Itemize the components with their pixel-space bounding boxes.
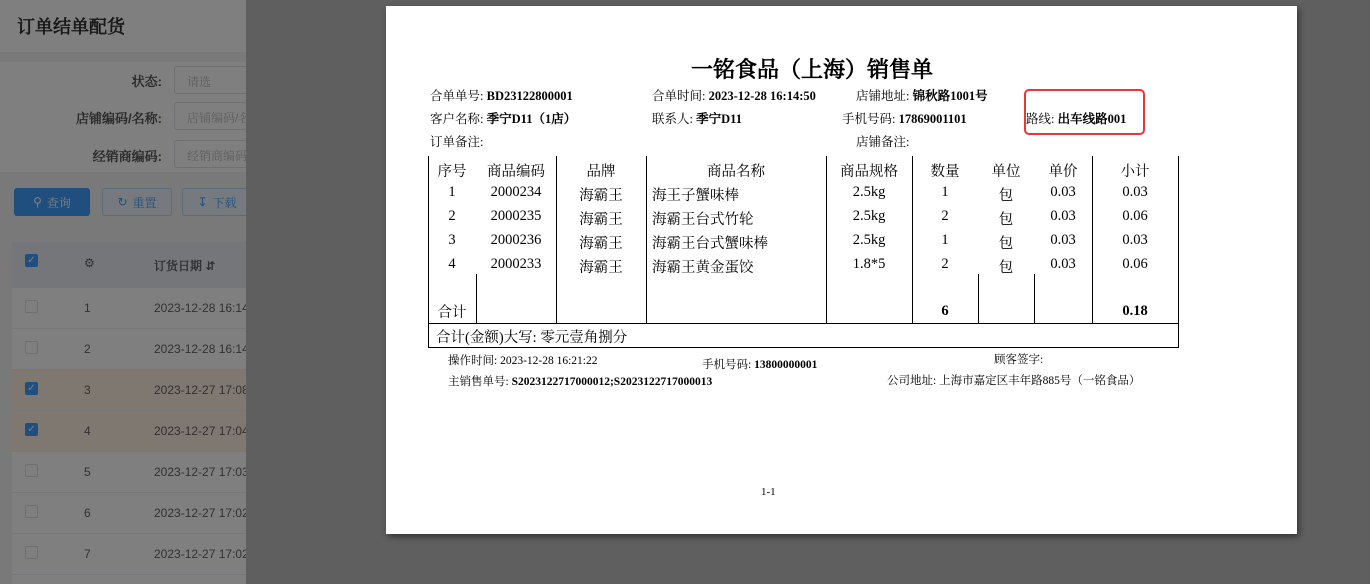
print-page xyxy=(386,6,1297,534)
cell-spec: 2.5kg xyxy=(852,232,886,248)
route-highlight-box xyxy=(1024,89,1145,135)
table-hline xyxy=(428,347,1179,348)
cell-brand: 海霸王 xyxy=(579,212,623,228)
table-vline xyxy=(556,274,557,324)
table-vline xyxy=(646,274,647,324)
table-vline xyxy=(826,274,827,324)
cell-no: 4 xyxy=(448,256,456,272)
cell-brand: 海霸王 xyxy=(579,188,623,204)
table-vline xyxy=(1034,274,1035,324)
column-header: 小计 xyxy=(1120,164,1150,180)
cell-price: 0.03 xyxy=(1050,232,1076,248)
page-number: 1-1 xyxy=(761,486,776,498)
column-header: 品牌 xyxy=(586,164,616,180)
cell-code: 2000233 xyxy=(490,256,542,272)
table-vline xyxy=(556,156,557,276)
column-header: 商品规格 xyxy=(840,164,898,180)
cell-qty: 2 xyxy=(941,208,949,224)
customer-signature: 顾客签字: xyxy=(994,354,1044,366)
table-vline xyxy=(826,156,827,276)
cell-no: 3 xyxy=(448,232,456,248)
company-address: 公司地址: 上海市嘉定区丰年路885号（一铭食品） xyxy=(887,375,1141,387)
customer-name: 客户名称: 季宁D11（1店） xyxy=(430,112,577,126)
cell-qty: 2 xyxy=(941,256,949,272)
column-header: 单位 xyxy=(991,164,1021,180)
cell-subtotal: 0.03 xyxy=(1122,184,1148,200)
operation-time: 操作时间: 2023-12-28 16:21:22 xyxy=(448,355,598,367)
cell-name: 海霸王台式竹轮 xyxy=(652,212,754,228)
cell-price: 0.03 xyxy=(1050,184,1076,200)
total-qty: 6 xyxy=(941,303,949,319)
cell-spec: 1.8*5 xyxy=(852,256,886,272)
phone: 手机号码: 17869001101 xyxy=(842,112,967,126)
total-label: 合计 xyxy=(437,305,467,321)
cell-no: 1 xyxy=(448,184,456,200)
cell-unit: 包 xyxy=(998,188,1014,204)
cell-code: 2000234 xyxy=(490,184,542,200)
cell-name: 海霸王台式蟹味棒 xyxy=(652,236,768,252)
cell-code: 2000235 xyxy=(490,208,542,224)
order-note: 订单备注: xyxy=(430,135,484,149)
cell-unit: 包 xyxy=(998,212,1014,228)
cell-subtotal: 0.06 xyxy=(1122,256,1148,272)
order-no: 合单单号: BD23122800001 xyxy=(430,89,573,103)
cell-price: 0.03 xyxy=(1050,208,1076,224)
footer-phone: 手机号码: 13800000001 xyxy=(702,359,818,371)
column-header: 商品名称 xyxy=(707,164,765,180)
table-vline xyxy=(1178,156,1179,348)
cell-subtotal: 0.03 xyxy=(1122,232,1148,248)
table-vline xyxy=(1092,274,1093,324)
route: 路线: 出车线路001 xyxy=(1026,112,1127,126)
contact: 联系人: 季宁D11 xyxy=(652,112,742,126)
main-order-no: 主销售单号: S2023122717000012;S2023122717000013 xyxy=(448,376,713,388)
document-title: 一铭食品（上海）销售单 xyxy=(690,57,933,82)
cell-no: 2 xyxy=(448,208,456,224)
column-header: 单价 xyxy=(1048,164,1078,180)
table-vline xyxy=(476,274,477,324)
store-address: 店铺地址: 锦秋路1001号 xyxy=(856,89,988,103)
total-amount: 0.18 xyxy=(1122,303,1148,319)
cell-price: 0.03 xyxy=(1050,256,1076,272)
order-time: 合单时间: 2023-12-28 16:14:50 xyxy=(652,89,816,103)
cell-name: 海王子蟹味棒 xyxy=(652,188,739,204)
cell-qty: 1 xyxy=(941,184,949,200)
store-note: 店铺备注: xyxy=(856,135,910,149)
amount-in-words: 合计(金额)大写: 零元壹角捌分 xyxy=(436,330,628,346)
cell-unit: 包 xyxy=(998,236,1014,252)
cell-unit: 包 xyxy=(998,260,1014,276)
table-hline xyxy=(428,323,1179,324)
cell-subtotal: 0.06 xyxy=(1122,208,1148,224)
column-header: 数量 xyxy=(930,164,960,180)
items-table xyxy=(428,156,1179,348)
cell-brand: 海霸王 xyxy=(579,260,623,276)
cell-spec: 2.5kg xyxy=(852,208,886,224)
column-header: 序号 xyxy=(437,164,467,180)
cell-name: 海霸王黄金蛋饺 xyxy=(652,260,754,276)
cell-brand: 海霸王 xyxy=(579,236,623,252)
cell-spec: 2.5kg xyxy=(852,184,886,200)
cell-qty: 1 xyxy=(941,232,949,248)
cell-code: 2000236 xyxy=(490,232,542,248)
column-header: 商品编码 xyxy=(487,164,545,180)
